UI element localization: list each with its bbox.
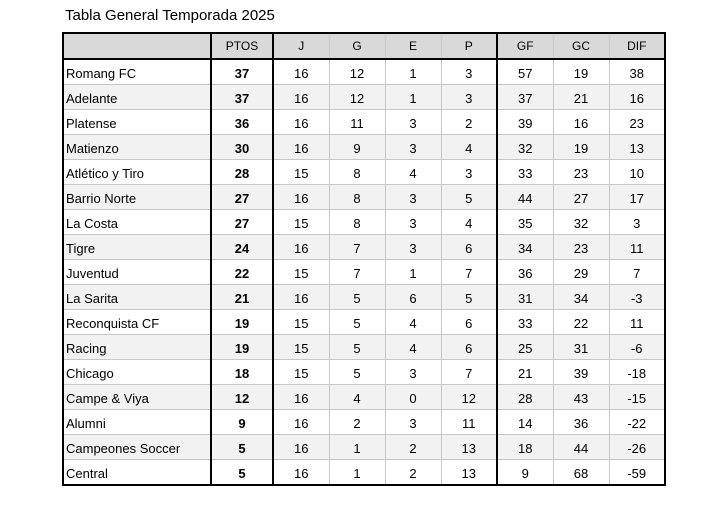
cell-j: 16	[273, 385, 329, 410]
column-header-g: G	[329, 33, 385, 59]
cell-dif: 16	[609, 85, 665, 110]
cell-p: 6	[441, 310, 497, 335]
cell-dif: -15	[609, 385, 665, 410]
cell-gf: 31	[497, 285, 553, 310]
cell-ptos: 27	[211, 210, 273, 235]
cell-dif: -22	[609, 410, 665, 435]
table-row	[63, 110, 665, 135]
cell-p: 13	[441, 460, 497, 486]
cell-dif: 10	[609, 160, 665, 185]
column-header-ptos: PTOS	[211, 33, 273, 59]
table-row	[63, 185, 665, 210]
cell-g: 9	[329, 135, 385, 160]
cell-ptos: 19	[211, 310, 273, 335]
column-header-p: P	[441, 33, 497, 59]
table-row	[63, 310, 665, 335]
cell-ptos: 27	[211, 185, 273, 210]
cell-team: La Costa	[63, 210, 211, 235]
cell-gf: 33	[497, 310, 553, 335]
cell-p: 12	[441, 385, 497, 410]
column-header-j: J	[273, 33, 329, 59]
table-row	[63, 235, 665, 260]
column-header-gf: GF	[497, 33, 553, 59]
cell-p: 5	[441, 185, 497, 210]
cell-j: 16	[273, 85, 329, 110]
cell-ptos: 37	[211, 85, 273, 110]
cell-gf: 18	[497, 435, 553, 460]
cell-p: 13	[441, 435, 497, 460]
cell-team: Atlético y Tiro	[63, 160, 211, 185]
cell-j: 16	[273, 135, 329, 160]
cell-team: Juventud	[63, 260, 211, 285]
cell-e: 3	[385, 235, 441, 260]
cell-team: Tigre	[63, 235, 211, 260]
cell-ptos: 5	[211, 460, 273, 486]
cell-dif: -6	[609, 335, 665, 360]
cell-gf: 39	[497, 110, 553, 135]
cell-team: Alumni	[63, 410, 211, 435]
cell-j: 16	[273, 235, 329, 260]
table-row	[63, 435, 665, 460]
cell-team: Adelante	[63, 85, 211, 110]
cell-p: 6	[441, 235, 497, 260]
column-header-team	[63, 33, 211, 59]
cell-gf: 57	[497, 59, 553, 85]
cell-gf: 34	[497, 235, 553, 260]
cell-ptos: 5	[211, 435, 273, 460]
table-row	[63, 59, 665, 85]
page-title: Tabla General Temporada 2025	[65, 7, 275, 24]
cell-ptos: 28	[211, 160, 273, 185]
cell-ptos: 30	[211, 135, 273, 160]
table-row	[63, 210, 665, 235]
cell-g: 12	[329, 59, 385, 85]
column-header-gc: GC	[553, 33, 609, 59]
cell-gf: 14	[497, 410, 553, 435]
cell-g: 7	[329, 235, 385, 260]
cell-gf: 32	[497, 135, 553, 160]
cell-j: 15	[273, 160, 329, 185]
cell-e: 2	[385, 460, 441, 486]
cell-gc: 44	[553, 435, 609, 460]
cell-p: 3	[441, 59, 497, 85]
cell-e: 3	[385, 210, 441, 235]
table-row	[63, 385, 665, 410]
cell-e: 3	[385, 135, 441, 160]
table-row	[63, 335, 665, 360]
cell-gc: 29	[553, 260, 609, 285]
cell-g: 1	[329, 460, 385, 486]
cell-gc: 19	[553, 135, 609, 160]
cell-gc: 31	[553, 335, 609, 360]
cell-gf: 44	[497, 185, 553, 210]
cell-g: 5	[329, 360, 385, 385]
cell-team: Racing	[63, 335, 211, 360]
cell-e: 3	[385, 360, 441, 385]
cell-e: 3	[385, 410, 441, 435]
cell-team: Campe & Viya	[63, 385, 211, 410]
cell-ptos: 24	[211, 235, 273, 260]
cell-p: 3	[441, 160, 497, 185]
cell-e: 2	[385, 435, 441, 460]
cell-team: La Sarita	[63, 285, 211, 310]
cell-j: 16	[273, 110, 329, 135]
column-header-e: E	[385, 33, 441, 59]
cell-ptos: 21	[211, 285, 273, 310]
cell-dif: 13	[609, 135, 665, 160]
cell-g: 7	[329, 260, 385, 285]
cell-gc: 23	[553, 235, 609, 260]
cell-g: 5	[329, 335, 385, 360]
cell-gc: 19	[553, 59, 609, 85]
table-row	[63, 160, 665, 185]
table-row	[63, 260, 665, 285]
cell-gc: 21	[553, 85, 609, 110]
cell-ptos: 37	[211, 59, 273, 85]
cell-j: 16	[273, 185, 329, 210]
cell-gf: 36	[497, 260, 553, 285]
cell-gf: 37	[497, 85, 553, 110]
cell-gc: 39	[553, 360, 609, 385]
cell-j: 16	[273, 410, 329, 435]
cell-p: 7	[441, 260, 497, 285]
cell-p: 3	[441, 85, 497, 110]
cell-p: 11	[441, 410, 497, 435]
cell-e: 1	[385, 85, 441, 110]
cell-g: 8	[329, 210, 385, 235]
cell-team: Reconquista CF	[63, 310, 211, 335]
cell-p: 4	[441, 210, 497, 235]
cell-e: 4	[385, 160, 441, 185]
cell-team: Barrio Norte	[63, 185, 211, 210]
cell-dif: -59	[609, 460, 665, 486]
cell-gf: 33	[497, 160, 553, 185]
cell-ptos: 18	[211, 360, 273, 385]
cell-j: 15	[273, 360, 329, 385]
cell-gc: 16	[553, 110, 609, 135]
cell-g: 5	[329, 285, 385, 310]
table-row	[63, 135, 665, 160]
cell-j: 16	[273, 285, 329, 310]
cell-j: 15	[273, 260, 329, 285]
cell-ptos: 19	[211, 335, 273, 360]
cell-e: 4	[385, 310, 441, 335]
cell-ptos: 36	[211, 110, 273, 135]
cell-p: 2	[441, 110, 497, 135]
cell-dif: 3	[609, 210, 665, 235]
cell-j: 15	[273, 310, 329, 335]
table-row	[63, 410, 665, 435]
cell-ptos: 22	[211, 260, 273, 285]
cell-j: 15	[273, 210, 329, 235]
cell-team: Central	[63, 460, 211, 486]
cell-gc: 27	[553, 185, 609, 210]
cell-e: 4	[385, 335, 441, 360]
cell-j: 16	[273, 59, 329, 85]
cell-e: 3	[385, 110, 441, 135]
cell-dif: -26	[609, 435, 665, 460]
cell-team: Chicago	[63, 360, 211, 385]
cell-dif: 11	[609, 235, 665, 260]
cell-gc: 22	[553, 310, 609, 335]
column-header-dif: DIF	[609, 33, 665, 59]
cell-e: 1	[385, 260, 441, 285]
cell-gc: 68	[553, 460, 609, 486]
cell-p: 4	[441, 135, 497, 160]
cell-j: 16	[273, 435, 329, 460]
cell-team: Platense	[63, 110, 211, 135]
cell-g: 12	[329, 85, 385, 110]
cell-p: 7	[441, 360, 497, 385]
cell-g: 1	[329, 435, 385, 460]
table-header-row	[63, 33, 665, 59]
cell-g: 11	[329, 110, 385, 135]
cell-dif: 23	[609, 110, 665, 135]
cell-g: 8	[329, 185, 385, 210]
cell-dif: 11	[609, 310, 665, 335]
cell-dif: -3	[609, 285, 665, 310]
cell-gc: 23	[553, 160, 609, 185]
cell-j: 16	[273, 460, 329, 486]
cell-gf: 9	[497, 460, 553, 486]
standings-table	[62, 32, 666, 486]
cell-gf: 28	[497, 385, 553, 410]
cell-gf: 25	[497, 335, 553, 360]
cell-team: Matienzo	[63, 135, 211, 160]
cell-gf: 21	[497, 360, 553, 385]
cell-team: Romang FC	[63, 59, 211, 85]
cell-gc: 43	[553, 385, 609, 410]
cell-dif: 17	[609, 185, 665, 210]
cell-p: 5	[441, 285, 497, 310]
cell-gf: 35	[497, 210, 553, 235]
cell-gc: 32	[553, 210, 609, 235]
cell-g: 2	[329, 410, 385, 435]
cell-p: 6	[441, 335, 497, 360]
table-row	[63, 85, 665, 110]
table-body	[63, 59, 665, 485]
cell-dif: 38	[609, 59, 665, 85]
cell-g: 4	[329, 385, 385, 410]
cell-gc: 34	[553, 285, 609, 310]
table-row	[63, 360, 665, 385]
cell-dif: 7	[609, 260, 665, 285]
cell-e: 3	[385, 185, 441, 210]
cell-dif: -18	[609, 360, 665, 385]
cell-e: 6	[385, 285, 441, 310]
cell-g: 8	[329, 160, 385, 185]
table-row	[63, 285, 665, 310]
cell-g: 5	[329, 310, 385, 335]
table-row	[63, 460, 665, 486]
cell-team: Campeones Soccer	[63, 435, 211, 460]
cell-ptos: 12	[211, 385, 273, 410]
cell-e: 1	[385, 59, 441, 85]
cell-j: 15	[273, 335, 329, 360]
cell-gc: 36	[553, 410, 609, 435]
cell-e: 0	[385, 385, 441, 410]
cell-ptos: 9	[211, 410, 273, 435]
